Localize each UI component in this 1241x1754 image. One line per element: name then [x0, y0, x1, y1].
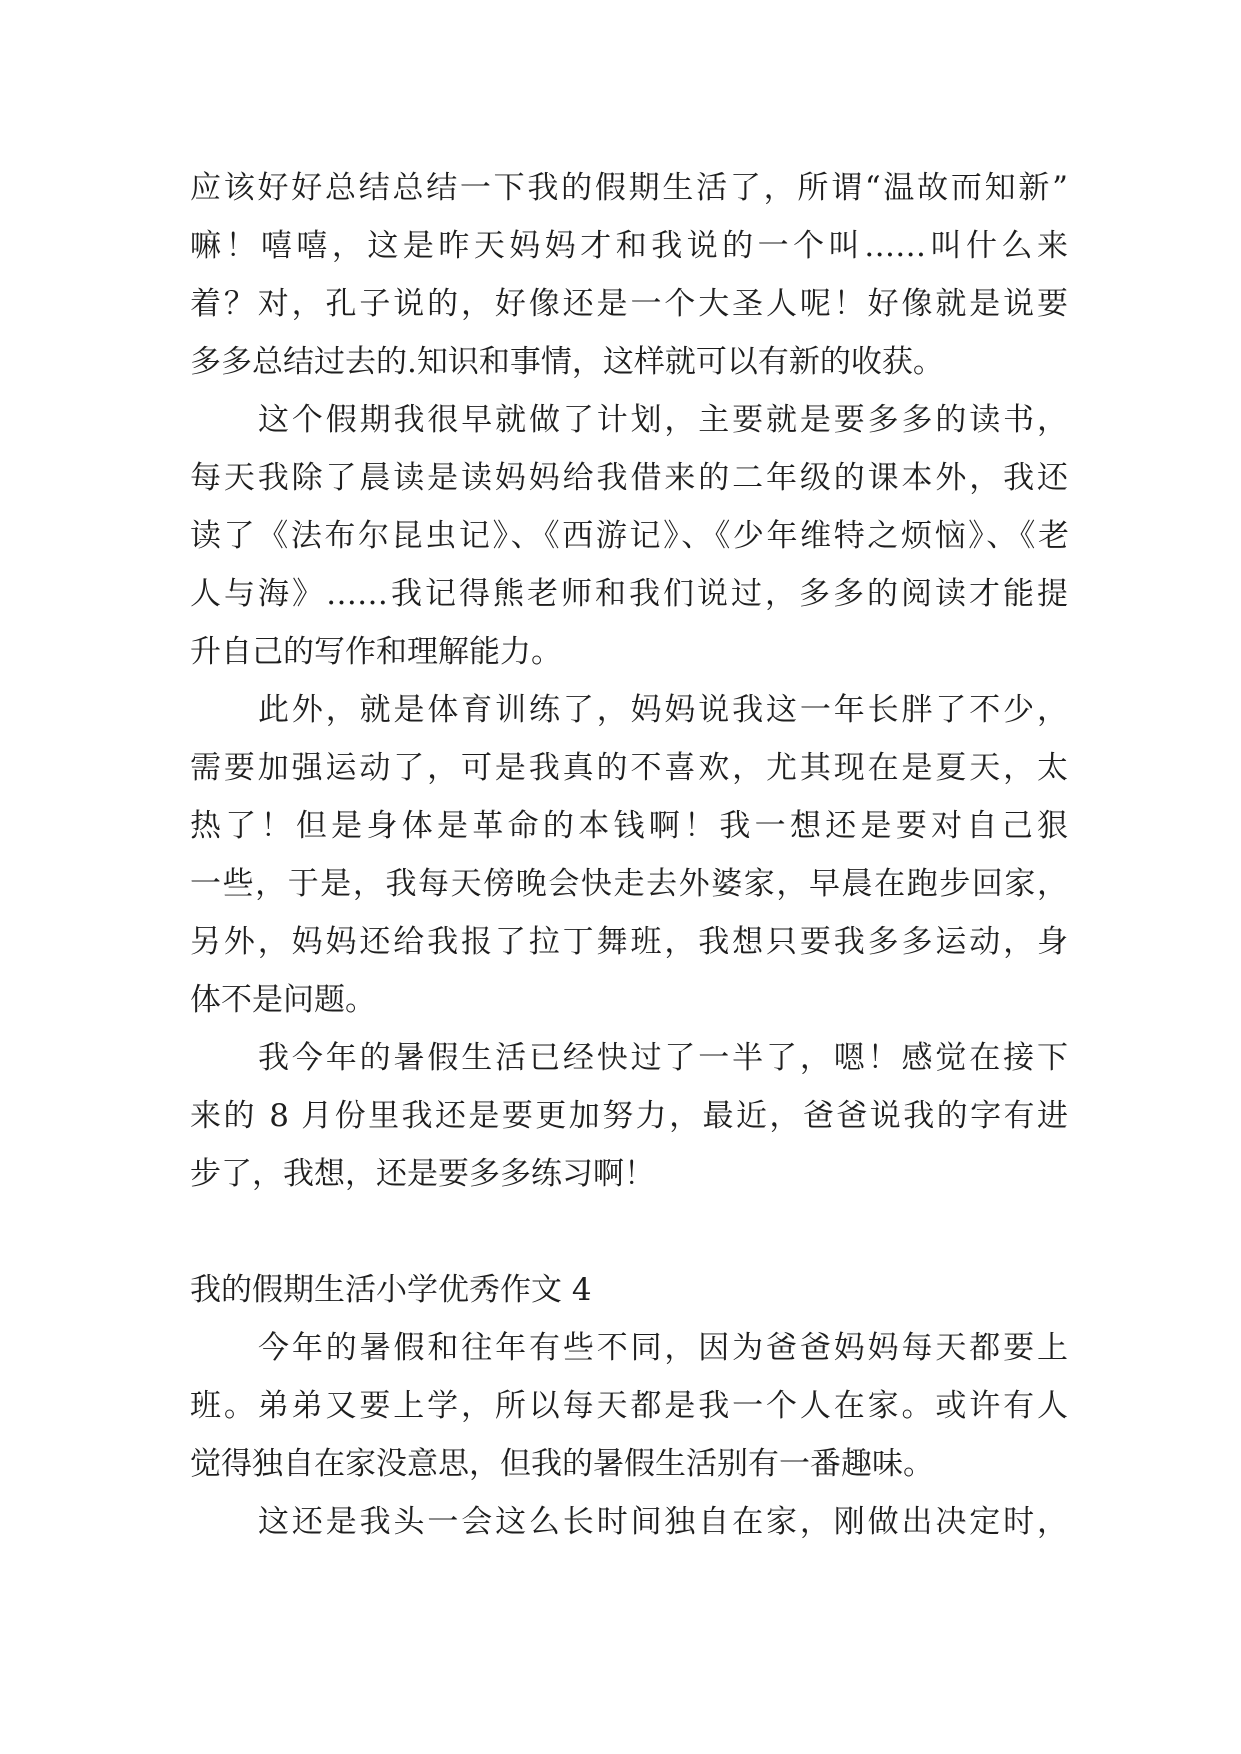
paragraph-line: 班。弟弟又要上学，所以每天都是我一个人在家。或许有人	[190, 1388, 1068, 1424]
paragraph	[190, 681, 1068, 1029]
paragraph-line: 需要加强运动了，可是我真的不喜欢，尤其现在是夏天，太	[190, 750, 1068, 786]
paragraph-line: 多多总结过去的.知识和事情，这样就可以有新的收获。	[190, 344, 944, 380]
paragraph-line: 这个假期我很早就做了计划，主要就是要多多的读书，	[258, 402, 1068, 438]
paragraph-line: 另外，妈妈还给我报了拉丁舞班，我想只要我多多运动，身	[190, 924, 1068, 960]
paragraph-line: 每天我除了晨读是读妈妈给我借来的二年级的课本外，我还	[190, 460, 1068, 496]
paragraph-line: 人与海》……我记得熊老师和我们说过，多多的阅读才能提	[190, 576, 1068, 612]
paragraph-line: 读了《法布尔昆虫记》、《西游记》、《少年维特之烦恼》、《老	[190, 518, 1068, 554]
paragraph-line: 体不是问题。	[190, 982, 376, 1018]
paragraph-line: 着？对，孔子说的，好像还是一个大圣人呢！好像就是说要	[190, 286, 1068, 322]
paragraph-line: 应该好好总结总结一下我的假期生活了，所谓“温故而知新”	[190, 170, 1068, 206]
blank-line	[190, 1203, 1068, 1261]
paragraph-line: 热了！但是身体是革命的本钱啊！我一想还是要对自己狠	[190, 808, 1068, 844]
paragraph-line: 我今年的暑假生活已经快过了一半了，嗯！感觉在接下	[258, 1040, 1068, 1076]
paragraph	[190, 1493, 1068, 1551]
paragraph-line: 步了，我想，还是要多多练习啊！	[190, 1156, 655, 1192]
paragraph	[190, 1029, 1068, 1203]
paragraph-line: 此外，就是体育训练了，妈妈说我这一年长胖了不少，	[258, 692, 1068, 728]
paragraph-line: 嘛！嘻嘻，这是昨天妈妈才和我说的一个叫……叫什么来	[190, 228, 1068, 264]
paragraph-line: 来的 8 月份里我还是要更加努力，最近，爸爸说我的字有进	[190, 1098, 1068, 1134]
paragraph-line: 一些，于是，我每天傍晚会快走去外婆家，早晨在跑步回家，	[190, 866, 1068, 902]
paragraph	[190, 1319, 1068, 1493]
section-heading: 我的假期生活小学优秀作文 4	[190, 1272, 592, 1308]
body-text	[190, 159, 1068, 1551]
paragraph-line: 觉得独自在家没意思，但我的暑假生活别有一番趣味。	[190, 1446, 934, 1482]
paragraph	[190, 159, 1068, 391]
paragraph-line: 这还是我头一会这么长时间独自在家，刚做出决定时，	[258, 1504, 1068, 1540]
paragraph-line: 今年的暑假和往年有些不同，因为爸爸妈妈每天都要上	[258, 1330, 1068, 1366]
paragraph	[190, 391, 1068, 681]
paragraph-line: 升自己的写作和理解能力。	[190, 634, 562, 670]
